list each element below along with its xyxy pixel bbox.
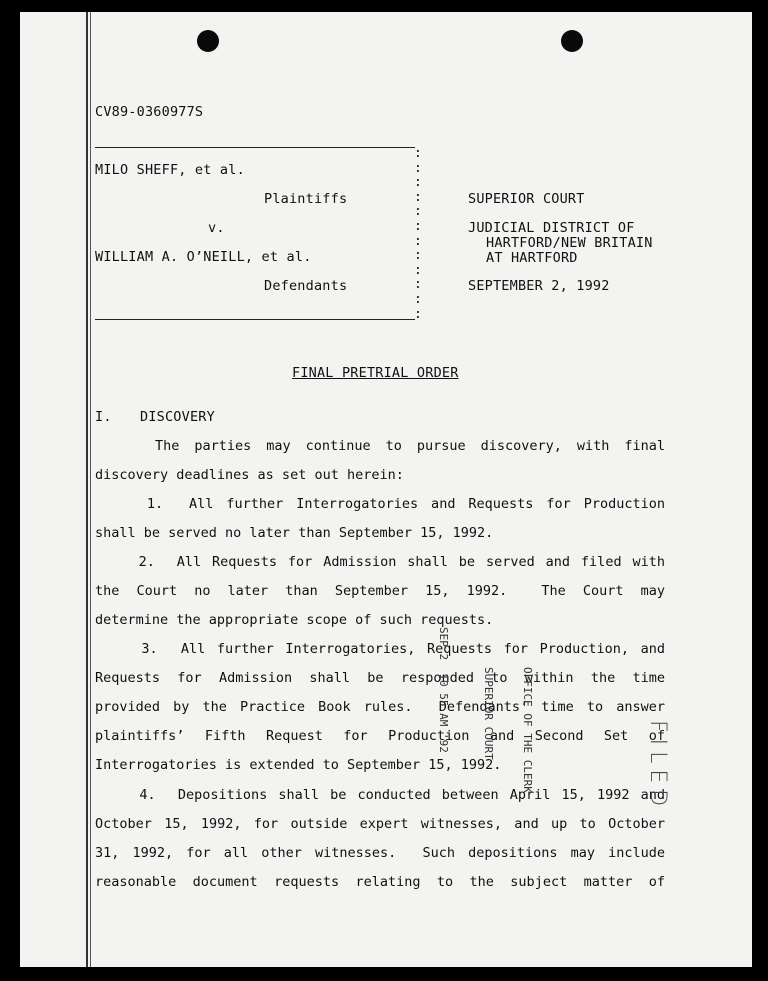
body-line: October 15, 1992, for outside expert witnesses, and up to October <box>95 816 665 832</box>
stamp-office: OFFICE OF THE CLERK <box>521 667 534 793</box>
caption-top-rule <box>95 147 415 148</box>
filed-stamp: FILED <box>645 720 670 813</box>
body-line: 31, 1992, for all other witnesses. Such depositions may include <box>95 845 665 861</box>
district-line-3: AT HARTFORD <box>486 250 578 266</box>
court-name: SUPERIOR COURT <box>468 191 585 207</box>
caption-bottom-rule <box>95 319 415 320</box>
margin-rule-inner <box>90 12 91 967</box>
plaintiff-name: MILO SHEFF, et al. <box>95 162 245 178</box>
case-number: CV89-0360977S <box>95 104 204 120</box>
body-line: Interrogatories is extended to September 15, 1992. <box>95 757 502 773</box>
clerk-stamp <box>411 627 560 793</box>
body-line: discovery deadlines as set out herein: <box>95 467 404 483</box>
defendant-name: WILLIAM A. O’NEILL, et al. <box>95 249 312 265</box>
body-line: determine the appropriate scope of such requests. <box>95 612 494 628</box>
body-line: 3. All further Interrogatories, Requests for Production, and <box>95 641 665 657</box>
section-number: I. <box>95 409 112 425</box>
body-line: shall be served no later than September 15, 1992. <box>95 525 494 541</box>
margin-rule <box>86 12 88 967</box>
plaintiff-role: Plaintiffs <box>264 191 348 207</box>
punch-hole-left <box>197 30 219 52</box>
body-line: the Court no later than September 15, 1992. The Court may <box>95 583 665 599</box>
body-line: 2. All Requests for Admission shall be served and filed with <box>95 554 665 570</box>
document-page <box>20 12 752 967</box>
district-line-1: JUDICIAL DISTRICT OF <box>468 220 635 236</box>
caption-colon-column: : : : : : : : : : : : : <box>414 146 422 322</box>
punch-hole-right <box>561 30 583 52</box>
stamp-time: SEP 2 10 55 AM '92 <box>437 627 450 753</box>
body-line: provided by the Practice Book rules. Defendants’ time to answer <box>95 699 665 715</box>
versus: v. <box>208 220 225 236</box>
district-line-2: HARTFORD/NEW BRITAIN <box>486 235 653 251</box>
body-line: 4. Depositions shall be conducted between April 15, 1992 and <box>95 787 665 803</box>
body-line: reasonable document requests relating to the subject matter of <box>95 874 665 890</box>
body-line: Requests for Admission shall be responded to within the time <box>95 670 665 686</box>
defendant-role: Defendants <box>264 278 348 294</box>
body-line: 1. All further Interrogatories and Requests for Production <box>95 496 665 512</box>
section-title: DISCOVERY <box>140 409 215 425</box>
document-title: FINAL PRETRIAL ORDER <box>292 365 459 381</box>
stamp-court: SUPERIOR COURT <box>482 667 495 760</box>
body-line: The parties may continue to pursue discovery, with final <box>95 438 665 454</box>
caption-date: SEPTEMBER 2, 1992 <box>468 278 610 294</box>
body-line: plaintiffs’ Fifth Request for Production and Second Set of <box>95 728 665 744</box>
